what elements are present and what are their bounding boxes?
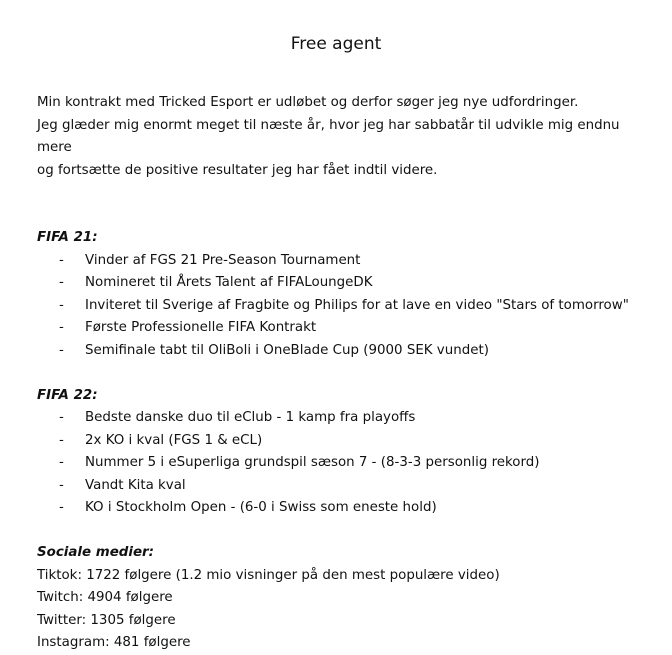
spacer	[37, 182, 657, 205]
list-item-text: Bedste danske duo til eClub - 1 kamp fra playoffs	[85, 410, 416, 425]
list-item	[37, 250, 657, 273]
list-item-text: Vandt Kita kval	[85, 477, 186, 493]
bullet-dash: -	[59, 410, 64, 425]
list-item-text: Nomineret til Årets Talent af FIFALoungeDK	[85, 275, 373, 290]
list-item	[37, 475, 657, 498]
fifa21-heading: FIFA 21:	[37, 230, 98, 245]
spacer	[37, 205, 657, 228]
list-item-text: 2x KO i kval (FGS 1 & eCL)	[85, 432, 263, 448]
intro-line: Jeg glæder mig enormt meget til næste år, hvor jeg har sabbatår til udvikle mig endnu mere	[37, 117, 620, 155]
list-item	[37, 317, 657, 340]
social-line-instagram: Instagram: 481 følgere	[37, 635, 191, 650]
social-heading: Sociale medier:	[37, 545, 154, 560]
bullet-dash: -	[59, 342, 64, 358]
spacer	[37, 520, 657, 543]
bullet-dash: -	[59, 455, 64, 470]
list-item-text: Semifinale tabt til OliBoli i OneBlade Cup (9000 SEK vundet)	[85, 342, 489, 358]
social-line-twitch: Twitch: 4904 følgere	[37, 590, 173, 605]
bullet-dash: -	[59, 297, 64, 313]
social-line-tiktok: Tiktok: 1722 følgere (1.2 mio visninger på den mest populære video)	[37, 567, 500, 583]
list-item-text: Første Professionelle FIFA Kontrakt	[85, 320, 317, 335]
page-title: Free agent	[290, 34, 382, 54]
spacer	[37, 362, 657, 385]
list-item-text: Vinder af FGS 21 Pre-Season Tournament	[85, 252, 361, 268]
social-line-twitter: Twitter: 1305 følgere	[37, 612, 176, 628]
list-item	[37, 407, 657, 430]
bullet-dash: -	[59, 500, 64, 515]
document-body	[37, 92, 657, 655]
bullet-dash: -	[59, 477, 64, 493]
list-item	[37, 340, 657, 363]
bullet-dash: -	[59, 320, 64, 335]
list-item	[37, 430, 657, 453]
bullet-dash: -	[59, 275, 64, 290]
list-item	[37, 497, 657, 520]
list-item-text: KO i Stockholm Open - (6-0 i Swiss som eneste hold)	[85, 500, 437, 515]
list-item-text: Inviteret til Sverige af Fragbite og Philips for at lave en video "Stars of tomorrow"	[85, 297, 629, 313]
fifa22-list	[37, 407, 657, 520]
list-item-text: Nummer 5 i eSuperliga grundspil sæson 7 - (8-3-3 personlig rekord)	[85, 455, 540, 470]
bullet-dash: -	[59, 432, 64, 448]
intro-line: og fortsætte de positive resultater jeg har fået indtil videre.	[37, 162, 438, 178]
intro-line: Min kontrakt med Tricked Esport er udløbet og derfor søger jeg nye udfordringer.	[37, 95, 579, 110]
list-item	[37, 272, 657, 295]
bullet-dash: -	[59, 252, 64, 268]
list-item	[37, 452, 657, 475]
fifa22-heading: FIFA 22:	[37, 387, 98, 403]
fifa21-list	[37, 250, 657, 363]
list-item	[37, 295, 657, 318]
